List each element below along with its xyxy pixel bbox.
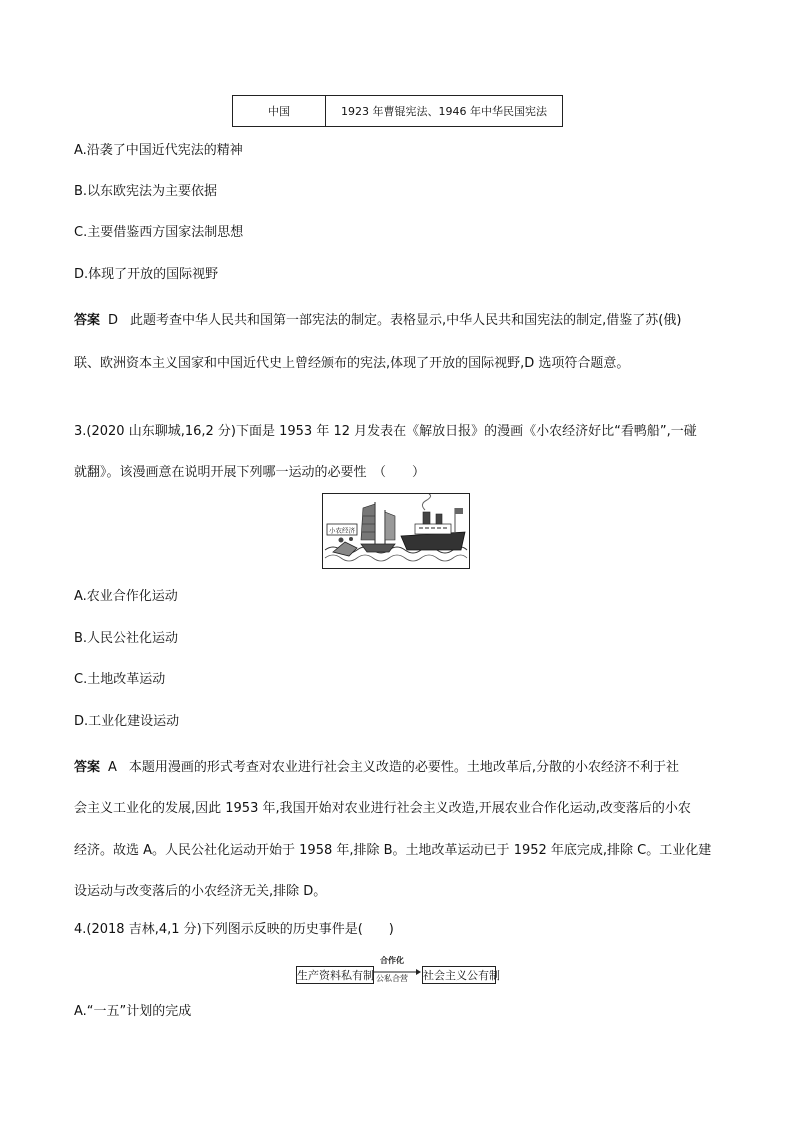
cartoon-image bbox=[322, 493, 470, 569]
q3-option-b: B.人民公社化运动 bbox=[74, 631, 179, 646]
answer-explanation-line: 会主义工业化的发展,因此 1953 年,我国开始对农业进行社会主义改造,开展农业合作化运动,改变落后的小农 bbox=[74, 801, 691, 816]
transition-diagram bbox=[296, 954, 500, 986]
answer-explanation-line: 设运动与改变落后的小农经济无关,排除 D。 bbox=[74, 884, 327, 899]
flow-box-public: 社会主义公有制 bbox=[422, 966, 496, 984]
flow-label-top: 合作化 bbox=[380, 956, 404, 965]
q2-option-a: A.沿袭了中国近代宪法的精神 bbox=[74, 143, 243, 158]
table-cell-constitutions: 1923 年曹锟宪法、1946 年中华民国宪法 bbox=[326, 96, 563, 127]
q3-stem-line: 就翻》。该漫画意在说明开展下列哪一运动的必要性 （ ） bbox=[74, 465, 426, 480]
answer-explanation-line: 本题用漫画的形式考查对农业进行社会主义改造的必要性。土地改革后,分散的小农经济不利于社 bbox=[128, 760, 680, 775]
q3-stem-line: 3.(2020 山东聊城,16,2 分)下面是 1953 年 12 月发表在《解放日报》的漫画《小农经济好比“看鸭船”,一碰 bbox=[74, 424, 697, 439]
table-row bbox=[233, 96, 563, 127]
q2-option-b: B.以东欧宪法为主要依据 bbox=[74, 184, 218, 199]
cartoon-label: 小农经济 bbox=[329, 526, 355, 535]
flow-label-bottom: 公私合营 bbox=[376, 974, 408, 983]
answer-letter: A bbox=[108, 760, 117, 775]
q4-stem: 4.(2018 吉林,4,1 分)下列图示反映的历史事件是( ) bbox=[74, 922, 394, 937]
answer-explanation-line: 经济。故选 A。人民公社化运动开始于 1958 年,排除 B。土地改革运动已于 1952 年底完成,排除 C。工业化建 bbox=[74, 843, 712, 858]
answer-explanation-line: 联、欧洲资本主义国家和中国近代史上曾经颁布的宪法,体现了开放的国际视野,D 选项符合题意。 bbox=[74, 356, 630, 371]
q2-option-d: D.体现了开放的国际视野 bbox=[74, 267, 219, 282]
cartoon-drawing bbox=[323, 494, 468, 567]
answer-letter: D bbox=[108, 313, 119, 328]
answer-label: 答案 bbox=[74, 760, 101, 775]
table-cell-country: 中国 bbox=[233, 96, 326, 127]
flow-box-private: 生产资料私有制 bbox=[296, 966, 374, 984]
constitution-table bbox=[232, 95, 563, 127]
q3-option-a: A.农业合作化运动 bbox=[74, 589, 178, 604]
q4-option-a: A.“一五”计划的完成 bbox=[74, 1004, 192, 1019]
q3-option-c: C.土地改革运动 bbox=[74, 672, 166, 687]
q3-option-d: D.工业化建设运动 bbox=[74, 714, 180, 729]
q2-option-c: C.主要借鉴西方国家法制思想 bbox=[74, 225, 244, 240]
answer-explanation-line: 此题考查中华人民共和国第一部宪法的制定。表格显示,中华人民共和国宪法的制定,借鉴了苏(俄) bbox=[130, 313, 682, 328]
answer-label: 答案 bbox=[74, 313, 101, 328]
